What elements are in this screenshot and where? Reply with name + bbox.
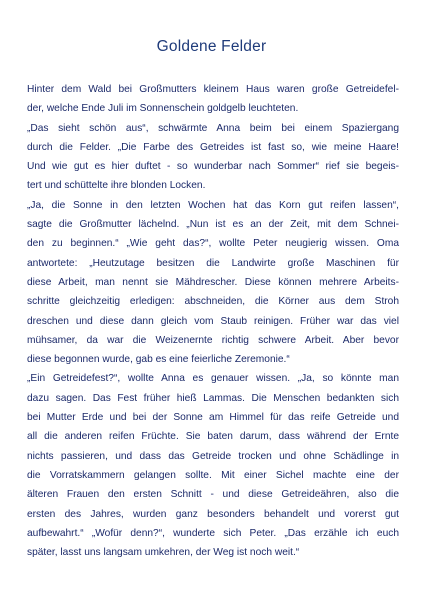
text-line: bei Mutter Erde und bei der Sonne am Himmel für das reife Getreide und: [27, 412, 399, 424]
text-line: dreschen und diese dann gleich vom Staub reinigen. Früher war das viel: [27, 315, 399, 327]
text-line: aufbewahrt.“ „Wofür denn?“, wunderte sich Peter. „Das erzähle ich euch: [27, 527, 399, 539]
text-line: der, welche Ende Juli im Sonnenschein goldgelb leuchteten.: [27, 103, 299, 115]
text-line: sagte die Großmutter lächelnd. „Nun ist es an der Zeit, mit dem Schnei-: [27, 219, 399, 231]
text-line: mühsamer, da war die Weizenernte richtig schwere Arbeit. Aber bevor: [27, 334, 399, 346]
text-line: schritte gleichzeitig erledigen: abschneiden, die Körner aus dem Stroh: [27, 296, 399, 308]
text-line: die Vorratskammern gelangen sollte. Mit einer Sichel machte eine der: [27, 469, 399, 481]
text-line: diese Arbeit, man nennt sie Mähdrescher. Diese können mehrere Arbeits-: [27, 276, 399, 288]
text-line: „Das sieht schön aus“, schwärmte Anna beim bei einem Spaziergang: [27, 122, 399, 134]
text-line: „Ein Getreidefest?“, wollte Anna es genauer wissen. „Ja, so könnte man: [27, 373, 399, 385]
text-line: tert und schüttelte ihre blonden Locken.: [27, 180, 206, 192]
text-line: den zu beginnen.“ „Wie geht das?“, wollte Peter neugierig wissen. Oma: [27, 238, 399, 250]
text-line: durch die Felder. „Die Farbe des Getreides ist fast so, wie meine Haare!: [27, 141, 399, 153]
text-line: nichts passieren, und dass das Getreide trocken und ohne Schädlinge in: [27, 450, 399, 462]
text-line: ersten des Jahres, wurden ganz besonders behandelt und vorerst gut: [27, 508, 399, 520]
text-line: antwortete: „Heutzutage besitzen die Landwirte große Maschinen für: [27, 257, 399, 269]
text-line: später, lasst uns langsam umkehren, der Weg ist noch weit.“: [27, 547, 300, 559]
text-line: Und wie gut es hier duftet - so wunderbar nach Sommer“ rief sie begeis-: [27, 161, 399, 173]
text-line: älteren Frauen den ersten Schnitt - und diese Getreideähren, also die: [27, 489, 399, 501]
story-text: [27, 80, 399, 562]
text-line: diese begonnen wurde, gab es eine feierliche Zeremonie.“: [27, 354, 290, 366]
text-line: all die anderen reifen Früchte. Sie baten darum, dass während der Ernte: [27, 431, 399, 443]
text-line: dazu sagen. Das Fest früher hieß Lammas. Die Menschen bedankten sich: [27, 392, 399, 404]
page-title: Goldene Felder: [156, 38, 267, 55]
text-line: Hinter dem Wald bei Großmutters kleinem Haus waren große Getreidefel-: [27, 84, 399, 95]
text-line: „Ja, die Sonne in den letzten Wochen hat das Korn gut reifen lassen“,: [27, 199, 399, 211]
